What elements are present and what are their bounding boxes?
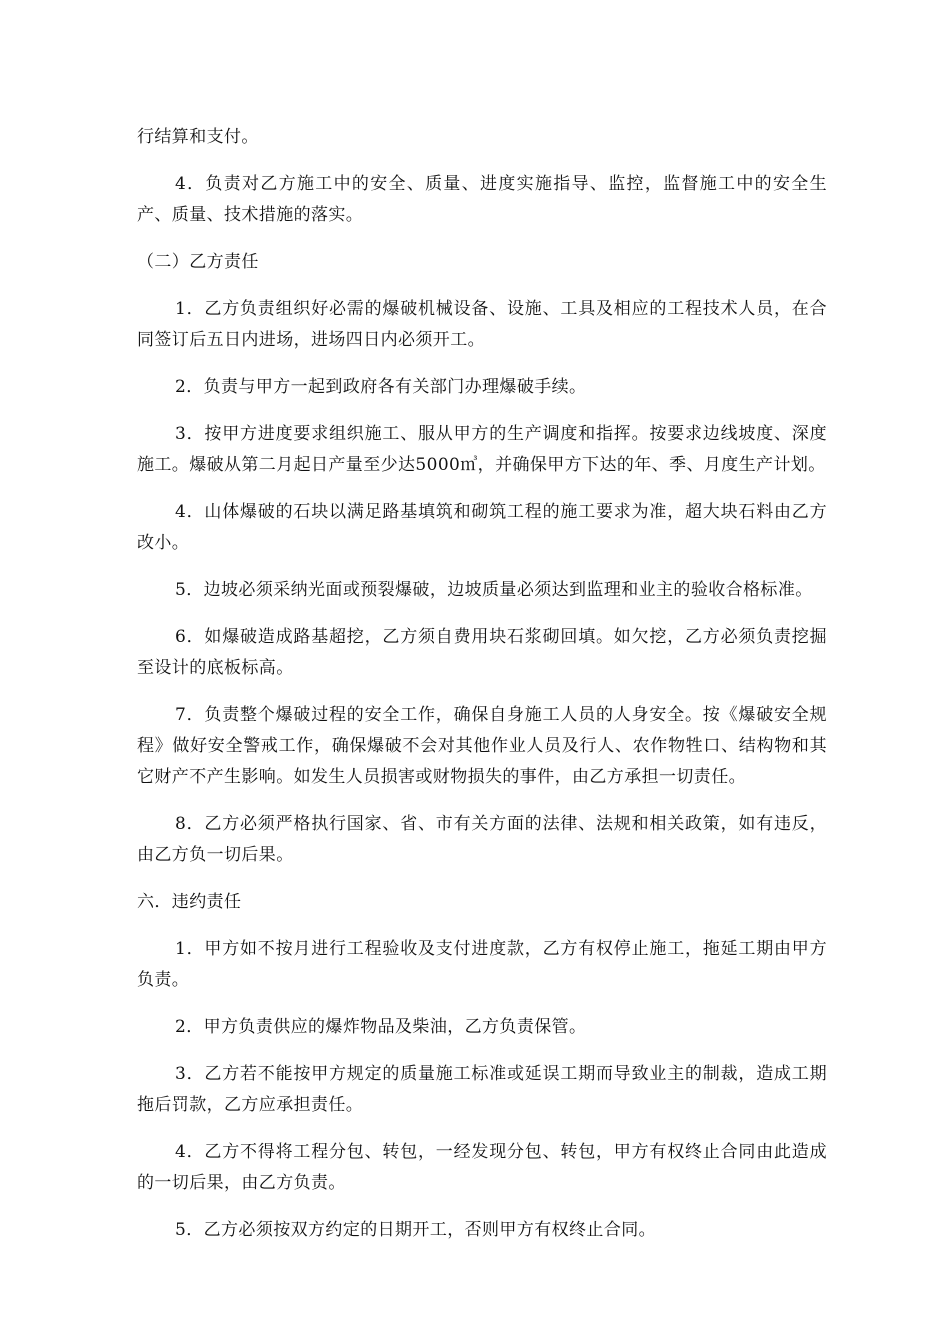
clause-yi-8: 8．乙方必须严格执行国家、省、市有关方面的法律、法规和相关政策，如有违反，由乙方负一切后果。 (137, 814, 827, 865)
clause-breach-4: 4．乙方不得将工程分包、转包，一经发现分包、转包，甲方有权终止合同由此造成的一切后果，由乙方负责。 (137, 1142, 827, 1193)
document-page (137, 122, 827, 1262)
section-heading-yi-responsibility: （二）乙方责任 (137, 252, 259, 272)
clause-yi-1: 1．乙方负责组织好必需的爆破机械设备、设施、工具及相应的工程技术人员，在合同签订后五日内进场，进场四日内必须开工。 (137, 299, 827, 350)
clause-breach-1: 1．甲方如不按月进行工程验收及支付进度款，乙方有权停止施工，拖延工期由甲方负责。 (137, 939, 827, 990)
paragraph-continuation: 行结算和支付。 (137, 127, 259, 147)
clause-yi-2: 2．负责与甲方一起到政府各有关部门办理爆破手续。 (175, 377, 587, 397)
clause-breach-2: 2．甲方负责供应的爆炸物品及柴油，乙方负责保管。 (175, 1017, 587, 1037)
clause-yi-7: 7．负责整个爆破过程的安全工作，确保自身施工人员的人身安全。按《爆破安全规程》做好安全警戒工作，确保爆破不会对其他作业人员及行人、农作物牲口、结构物和其它财产不产生影响。如发生人员损害或财物损失的事件，由乙方承担一切责任。 (137, 705, 827, 787)
clause-jia-4: 4．负责对乙方施工中的安全、质量、进度实施指导、监控，监督施工中的安全生产、质量、技术措施的落实。 (137, 174, 827, 225)
clause-breach-3: 3．乙方若不能按甲方规定的质量施工标准或延误工期而导致业主的制裁，造成工期拖后罚款，乙方应承担责任。 (137, 1064, 827, 1115)
clause-yi-5: 5．边坡必须采纳光面或预裂爆破，边坡质量必须达到监理和业主的验收合格标准。 (175, 580, 813, 600)
clause-yi-3: 3．按甲方进度要求组织施工、服从甲方的生产调度和指挥。按要求边线坡度、深度施工。爆破从第二月起日产量至少达5000㎥，并确保甲方下达的年、季、月度生产计划。 (137, 424, 827, 475)
clause-yi-6: 6．如爆破造成路基超挖，乙方须自费用块石浆砌回填。如欠挖，乙方必须负责挖掘至设计的底板标高。 (137, 627, 827, 678)
clause-yi-4: 4．山体爆破的石块以满足路基填筑和砌筑工程的施工要求为准，超大块石料由乙方改小。 (137, 502, 827, 553)
section-heading-breach: 六．违约责任 (137, 892, 242, 912)
clause-breach-5: 5．乙方必须按双方约定的日期开工，否则甲方有权终止合同。 (175, 1220, 657, 1240)
